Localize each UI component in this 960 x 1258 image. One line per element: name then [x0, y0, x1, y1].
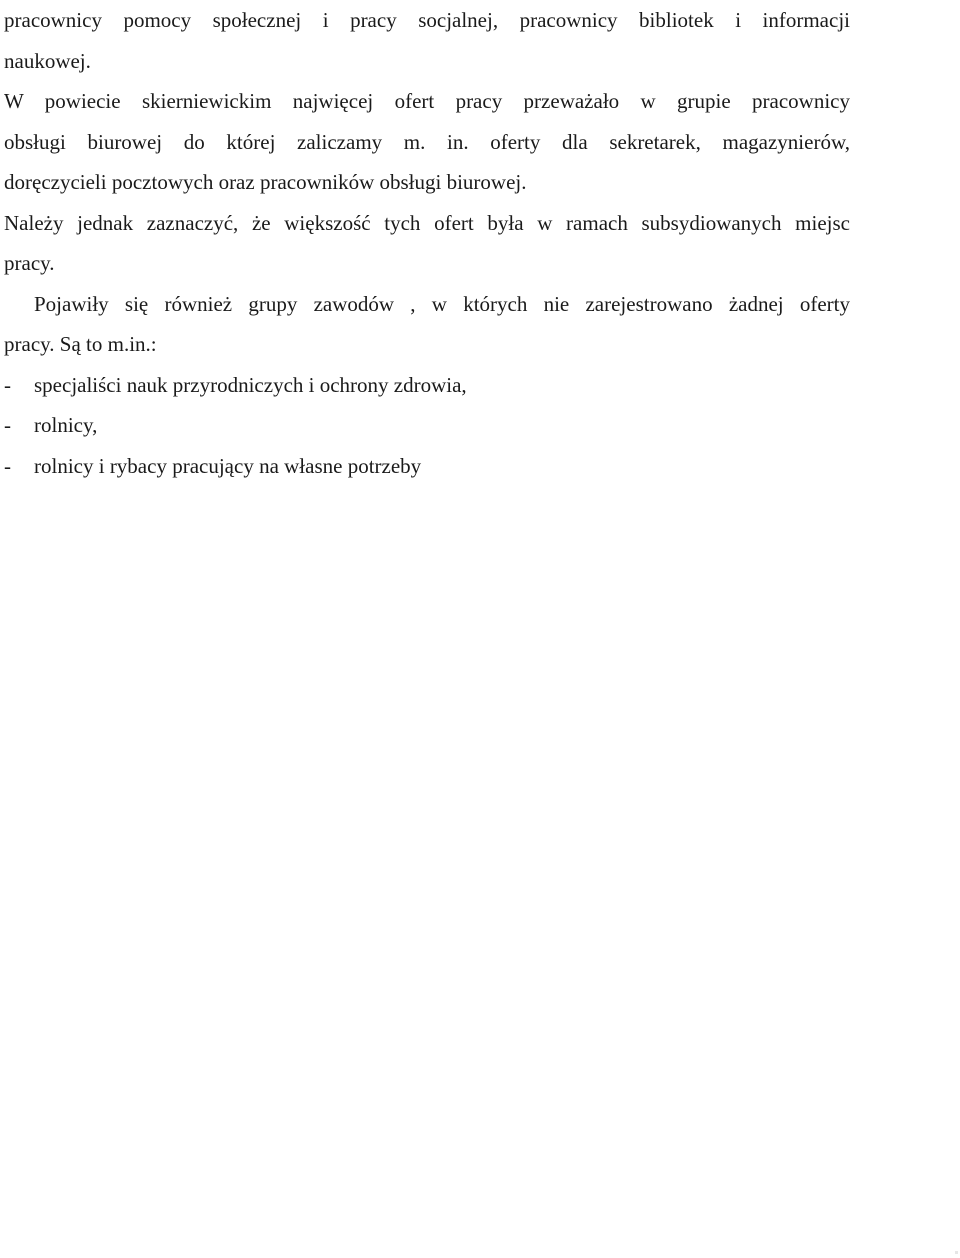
- page-corner-mark: [955, 1251, 958, 1254]
- list-item-text: rolnicy,: [34, 413, 98, 437]
- text-line: Należy jednak zaznaczyć, że większość tych ofert była w ramach subsydiowanych miejsc: [4, 210, 850, 235]
- text-line: pracy. Są to m.in.:: [4, 332, 157, 356]
- list-item: [4, 405, 850, 446]
- paragraph-no-offers-groups: [4, 284, 850, 365]
- list-bullet: -: [4, 413, 11, 437]
- paragraph-skierniewice-offers: [4, 81, 850, 203]
- paragraph-subsidized-note: [4, 203, 850, 284]
- list-item: [4, 365, 850, 406]
- text-line: W powiecie skierniewickim najwięcej ofert pracy przeważało w grupie pracownicy: [4, 89, 850, 113]
- list-item-text: specjaliści nauk przyrodniczych i ochrony zdrowia,: [34, 372, 467, 397]
- list-item-text: rolnicy i rybacy pracujący na własne potrzeby: [34, 453, 422, 478]
- list-bullet: -: [4, 453, 11, 478]
- text-line: naukowej.: [4, 48, 91, 73]
- text-line: Pojawiły się również grupy zawodów , w których nie zarejestrowano żadnej oferty: [34, 291, 850, 316]
- text-line: pracownicy pomocy społecznej i pracy socjalnej, pracownicy bibliotek i informacji: [4, 8, 850, 32]
- list-bullet: -: [4, 372, 11, 397]
- text-line: pracy.: [4, 251, 55, 275]
- list-item: [4, 446, 850, 487]
- document-page: [4, 0, 850, 486]
- paragraph-professions-continued: [4, 0, 850, 81]
- profession-list: [4, 365, 850, 487]
- text-line: obsługi biurowej do której zaliczamy m. in. oferty dla sekretarek, magazynierów,: [4, 129, 850, 154]
- text-line: doręczycieli pocztowych oraz pracowników obsługi biurowej.: [4, 170, 527, 194]
